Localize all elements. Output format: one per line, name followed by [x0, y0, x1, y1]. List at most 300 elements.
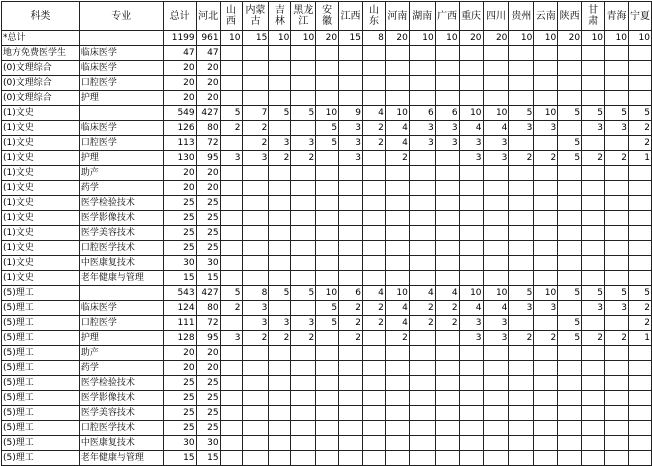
quota-cell — [628, 211, 651, 226]
quota-cell: 3 — [483, 331, 509, 346]
quota-cell: 10 — [435, 31, 459, 46]
quota-cell — [509, 361, 534, 376]
quota-cell: 15 — [339, 31, 363, 46]
quota-cell: 72 — [196, 316, 220, 331]
quota-cell — [534, 46, 558, 61]
quota-cell — [459, 406, 483, 421]
quota-cell — [339, 181, 363, 196]
quota-cell: 25 — [196, 211, 220, 226]
quota-cell — [459, 421, 483, 436]
category-cell: (1)文史 — [2, 151, 80, 166]
quota-cell — [316, 376, 339, 391]
quota-cell — [339, 91, 363, 106]
quota-cell — [435, 166, 459, 181]
quota-cell — [509, 241, 534, 256]
quota-cell — [242, 181, 269, 196]
quota-cell — [459, 46, 483, 61]
quota-cell — [628, 421, 651, 436]
quota-cell — [291, 196, 316, 211]
category-cell: (5)理工 — [2, 406, 80, 421]
quota-cell — [409, 226, 435, 241]
quota-cell: 2 — [509, 331, 534, 346]
quota-cell: 2 — [269, 331, 291, 346]
quota-cell — [291, 451, 316, 466]
quota-cell — [628, 226, 651, 241]
quota-cell — [291, 361, 316, 376]
quota-cell — [459, 181, 483, 196]
quota-cell — [385, 406, 409, 421]
quota-cell: 3 — [435, 121, 459, 136]
quota-cell — [339, 196, 363, 211]
quota-cell — [628, 181, 651, 196]
quota-cell — [242, 406, 269, 421]
category-cell: *总计 — [2, 31, 80, 46]
quota-cell — [459, 271, 483, 286]
header-province: 甘肃 — [582, 2, 605, 31]
total-cell: 1199 — [163, 31, 196, 46]
total-cell: 128 — [163, 331, 196, 346]
quota-cell: 2 — [385, 151, 409, 166]
quota-cell — [316, 226, 339, 241]
header-province: 山东 — [363, 2, 386, 31]
quota-cell: 427 — [196, 286, 220, 301]
quota-cell — [483, 256, 509, 271]
quota-cell — [483, 226, 509, 241]
table-row — [2, 121, 652, 136]
header-province: 内蒙古 — [242, 2, 269, 31]
category-cell: (5)理工 — [2, 436, 80, 451]
quota-cell — [558, 121, 582, 136]
quota-cell: 10 — [534, 31, 558, 46]
quota-cell — [483, 166, 509, 181]
category-cell: (0)文理综合 — [2, 61, 80, 76]
quota-cell — [242, 256, 269, 271]
quota-cell — [316, 61, 339, 76]
category-cell: (5)理工 — [2, 451, 80, 466]
quota-cell: 5 — [558, 316, 582, 331]
table-row — [2, 406, 652, 421]
quota-cell — [605, 391, 629, 406]
quota-cell — [269, 421, 291, 436]
quota-cell — [605, 421, 629, 436]
quota-cell — [509, 46, 534, 61]
quota-cell: 15 — [196, 451, 220, 466]
quota-cell — [363, 181, 386, 196]
quota-cell: 10 — [534, 286, 558, 301]
quota-cell — [435, 391, 459, 406]
quota-cell — [339, 376, 363, 391]
quota-cell: 10 — [483, 286, 509, 301]
quota-cell — [220, 241, 242, 256]
quota-cell — [385, 46, 409, 61]
quota-cell: 1 — [628, 331, 651, 346]
quota-cell: 25 — [196, 376, 220, 391]
quota-cell — [534, 376, 558, 391]
quota-cell — [509, 451, 534, 466]
total-cell: 126 — [163, 121, 196, 136]
quota-cell — [582, 241, 605, 256]
quota-cell — [628, 76, 651, 91]
quota-cell: 5 — [558, 286, 582, 301]
quota-cell — [242, 376, 269, 391]
quota-cell — [269, 61, 291, 76]
quota-cell — [269, 361, 291, 376]
quota-cell: 3 — [509, 301, 534, 316]
quota-cell — [291, 271, 316, 286]
quota-cell — [363, 241, 386, 256]
quota-cell — [582, 181, 605, 196]
total-cell: 111 — [163, 316, 196, 331]
quota-cell — [339, 346, 363, 361]
header-province: 山西 — [220, 2, 242, 31]
quota-cell: 2 — [242, 331, 269, 346]
quota-cell — [291, 181, 316, 196]
quota-cell — [605, 346, 629, 361]
quota-cell: 2 — [363, 121, 386, 136]
quota-cell — [459, 436, 483, 451]
total-cell: 20 — [163, 76, 196, 91]
quota-cell — [363, 361, 386, 376]
quota-cell — [435, 361, 459, 376]
quota-cell — [363, 256, 386, 271]
quota-cell — [269, 346, 291, 361]
quota-cell: 4 — [409, 286, 435, 301]
quota-cell: 4 — [483, 301, 509, 316]
quota-cell — [483, 241, 509, 256]
quota-cell — [409, 361, 435, 376]
quota-cell — [269, 271, 291, 286]
quota-cell: 2 — [628, 121, 651, 136]
major-cell: 中医康复技术 — [79, 256, 163, 271]
quota-cell: 3 — [269, 136, 291, 151]
quota-cell — [558, 241, 582, 256]
quota-cell — [459, 391, 483, 406]
quota-cell — [605, 271, 629, 286]
category-cell: (1)文史 — [2, 211, 80, 226]
quota-cell — [363, 451, 386, 466]
category-cell: (5)理工 — [2, 361, 80, 376]
total-cell: 15 — [163, 271, 196, 286]
quota-cell — [220, 436, 242, 451]
quota-cell — [558, 61, 582, 76]
major-cell — [79, 31, 163, 46]
quota-cell — [385, 391, 409, 406]
quota-cell — [220, 196, 242, 211]
quota-cell — [316, 436, 339, 451]
quota-cell — [291, 376, 316, 391]
quota-cell — [582, 406, 605, 421]
quota-cell: 5 — [605, 106, 629, 121]
header-province: 河北 — [196, 2, 220, 31]
quota-cell — [558, 76, 582, 91]
quota-cell: 10 — [582, 31, 605, 46]
major-cell: 助产 — [79, 346, 163, 361]
quota-cell — [291, 211, 316, 226]
quota-cell: 2 — [582, 331, 605, 346]
header-province: 江西 — [339, 2, 363, 31]
quota-cell: 2 — [509, 151, 534, 166]
quota-cell — [582, 211, 605, 226]
quota-cell: 5 — [291, 106, 316, 121]
major-cell: 口腔医学技术 — [79, 421, 163, 436]
quota-cell — [316, 91, 339, 106]
quota-cell — [220, 316, 242, 331]
quota-cell — [291, 421, 316, 436]
quota-cell — [558, 211, 582, 226]
quota-cell: 2 — [409, 316, 435, 331]
quota-cell — [628, 436, 651, 451]
quota-cell: 25 — [196, 226, 220, 241]
quota-cell: 95 — [196, 151, 220, 166]
quota-cell — [385, 241, 409, 256]
quota-cell: 5 — [628, 106, 651, 121]
quota-cell — [628, 346, 651, 361]
quota-cell — [534, 346, 558, 361]
quota-cell — [269, 256, 291, 271]
quota-cell — [558, 196, 582, 211]
table-row — [2, 76, 652, 91]
quota-cell: 2 — [628, 316, 651, 331]
quota-cell: 2 — [605, 151, 629, 166]
quota-cell: 3 — [339, 136, 363, 151]
quota-cell — [269, 241, 291, 256]
quota-cell — [339, 406, 363, 421]
major-cell: 药学 — [79, 361, 163, 376]
quota-cell: 5 — [316, 301, 339, 316]
quota-cell: 3 — [339, 121, 363, 136]
header-total: 总计 — [163, 2, 196, 31]
quota-cell — [435, 406, 459, 421]
table-row — [2, 421, 652, 436]
quota-cell — [534, 241, 558, 256]
quota-cell — [220, 46, 242, 61]
quota-cell — [291, 406, 316, 421]
major-cell: 口腔医学 — [79, 76, 163, 91]
quota-cell — [483, 406, 509, 421]
quota-cell — [435, 226, 459, 241]
quota-cell — [483, 181, 509, 196]
total-cell: 25 — [163, 406, 196, 421]
quota-cell: 3 — [605, 121, 629, 136]
quota-cell — [558, 226, 582, 241]
quota-cell: 3 — [435, 136, 459, 151]
quota-cell — [534, 76, 558, 91]
quota-cell — [509, 61, 534, 76]
quota-cell: 2 — [582, 151, 605, 166]
major-cell: 医学检验技术 — [79, 196, 163, 211]
quota-cell — [316, 391, 339, 406]
quota-cell: 5 — [269, 106, 291, 121]
major-cell — [79, 106, 163, 121]
table-row — [2, 391, 652, 406]
quota-cell — [363, 376, 386, 391]
quota-cell — [242, 391, 269, 406]
quota-cell: 3 — [483, 151, 509, 166]
quota-cell — [582, 136, 605, 151]
total-cell: 25 — [163, 391, 196, 406]
quota-cell: 3 — [291, 316, 316, 331]
quota-cell: 20 — [196, 181, 220, 196]
major-cell: 医学影像技术 — [79, 211, 163, 226]
quota-cell — [242, 211, 269, 226]
total-cell: 20 — [163, 166, 196, 181]
quota-cell: 5 — [291, 286, 316, 301]
quota-cell: 3 — [409, 121, 435, 136]
quota-cell: 4 — [459, 121, 483, 136]
category-cell: (1)文史 — [2, 196, 80, 211]
quota-cell: 4 — [385, 301, 409, 316]
quota-cell — [242, 61, 269, 76]
quota-cell — [459, 91, 483, 106]
quota-cell — [269, 451, 291, 466]
quota-cell — [220, 136, 242, 151]
category-cell: (5)理工 — [2, 286, 80, 301]
quota-cell — [582, 226, 605, 241]
quota-cell — [363, 436, 386, 451]
quota-cell — [385, 211, 409, 226]
quota-cell — [220, 361, 242, 376]
header-province: 河南 — [385, 2, 409, 31]
quota-cell: 3 — [605, 301, 629, 316]
quota-cell — [605, 436, 629, 451]
quota-cell — [316, 166, 339, 181]
quota-cell — [534, 256, 558, 271]
quota-cell — [385, 196, 409, 211]
quota-cell — [316, 241, 339, 256]
quota-cell: 961 — [196, 31, 220, 46]
header-province: 湖南 — [409, 2, 435, 31]
major-cell: 药学 — [79, 181, 163, 196]
quota-cell — [582, 391, 605, 406]
quota-cell — [558, 91, 582, 106]
quota-cell — [269, 406, 291, 421]
category-cell: (1)文史 — [2, 166, 80, 181]
quota-cell — [242, 241, 269, 256]
quota-cell — [534, 196, 558, 211]
quota-cell: 3 — [459, 316, 483, 331]
quota-cell — [509, 406, 534, 421]
quota-cell — [220, 451, 242, 466]
total-cell: 124 — [163, 301, 196, 316]
quota-cell — [605, 181, 629, 196]
quota-cell — [459, 346, 483, 361]
category-cell: (0)文理综合 — [2, 91, 80, 106]
header-province: 陕西 — [558, 2, 582, 31]
quota-cell — [483, 391, 509, 406]
quota-cell — [509, 91, 534, 106]
quota-cell — [363, 196, 386, 211]
quota-cell — [483, 61, 509, 76]
quota-cell: 3 — [339, 151, 363, 166]
quota-cell — [291, 121, 316, 136]
quota-cell — [582, 46, 605, 61]
quota-cell — [339, 271, 363, 286]
quota-cell: 3 — [509, 121, 534, 136]
quota-cell — [558, 406, 582, 421]
quota-cell: 2 — [628, 301, 651, 316]
quota-cell — [605, 316, 629, 331]
quota-cell — [409, 46, 435, 61]
quota-cell — [269, 436, 291, 451]
header-province: 重庆 — [459, 2, 483, 31]
quota-cell — [605, 226, 629, 241]
quota-cell — [435, 421, 459, 436]
quota-cell — [363, 346, 386, 361]
quota-cell — [435, 196, 459, 211]
category-cell: (1)文史 — [2, 226, 80, 241]
header-province: 黑龙江 — [291, 2, 316, 31]
quota-cell — [628, 166, 651, 181]
quota-cell: 3 — [582, 121, 605, 136]
table-row — [2, 241, 652, 256]
table-row — [2, 346, 652, 361]
quota-cell — [291, 436, 316, 451]
quota-cell: 3 — [582, 301, 605, 316]
quota-cell — [628, 196, 651, 211]
quota-cell: 3 — [459, 151, 483, 166]
category-cell: (5)理工 — [2, 316, 80, 331]
quota-cell: 2 — [534, 331, 558, 346]
quota-cell: 10 — [291, 31, 316, 46]
table-row — [2, 271, 652, 286]
quota-cell — [409, 391, 435, 406]
quota-cell: 5 — [220, 286, 242, 301]
quota-cell — [269, 166, 291, 181]
quota-cell — [582, 61, 605, 76]
quota-cell — [291, 166, 316, 181]
quota-cell — [291, 61, 316, 76]
quota-cell: 20 — [196, 361, 220, 376]
quota-cell: 3 — [459, 136, 483, 151]
quota-cell — [242, 361, 269, 376]
quota-cell — [558, 346, 582, 361]
quota-cell — [582, 91, 605, 106]
quota-cell — [409, 256, 435, 271]
quota-cell — [605, 76, 629, 91]
quota-cell — [558, 271, 582, 286]
quota-cell — [534, 361, 558, 376]
total-cell: 47 — [163, 46, 196, 61]
category-cell: (1)文史 — [2, 241, 80, 256]
quota-cell: 5 — [316, 316, 339, 331]
quota-cell — [291, 256, 316, 271]
quota-cell: 5 — [558, 151, 582, 166]
total-cell: 30 — [163, 436, 196, 451]
quota-cell — [409, 331, 435, 346]
quota-cell — [509, 211, 534, 226]
quota-cell — [409, 436, 435, 451]
quota-cell: 2 — [363, 301, 386, 316]
quota-cell: 2 — [220, 301, 242, 316]
quota-cell — [435, 181, 459, 196]
quota-cell: 10 — [459, 106, 483, 121]
table-row — [2, 31, 652, 46]
quota-cell — [435, 331, 459, 346]
header-major: 专业 — [79, 2, 163, 31]
table-row — [2, 316, 652, 331]
quota-cell — [459, 76, 483, 91]
quota-cell — [409, 181, 435, 196]
quota-cell — [558, 166, 582, 181]
quota-cell — [509, 436, 534, 451]
quota-cell — [558, 301, 582, 316]
quota-cell — [409, 241, 435, 256]
quota-cell: 20 — [196, 346, 220, 361]
quota-cell — [534, 406, 558, 421]
quota-cell: 4 — [363, 286, 386, 301]
quota-cell — [269, 196, 291, 211]
quota-cell — [409, 421, 435, 436]
